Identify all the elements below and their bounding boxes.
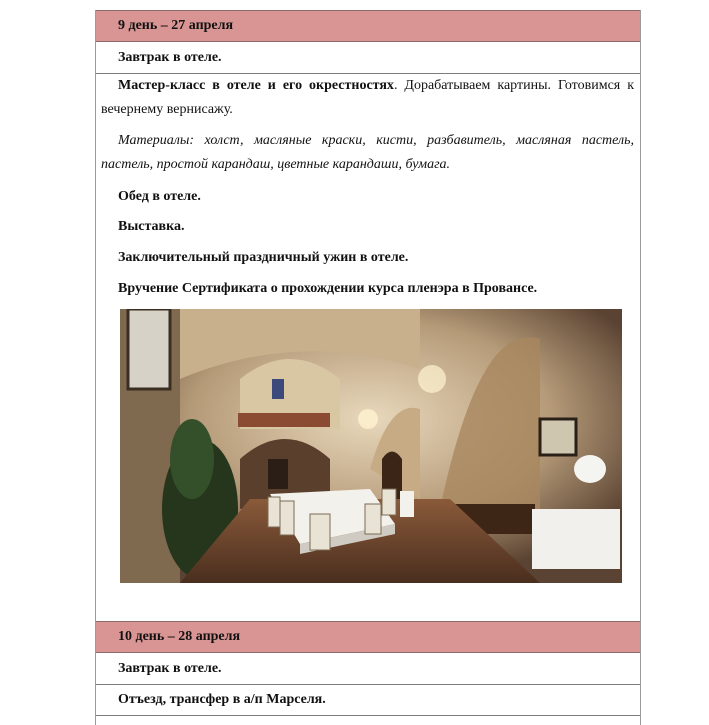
masterclass-bold-text: Мастер-класс в отеле и его окрестностях xyxy=(118,78,394,93)
day10-departure-row xyxy=(96,685,640,716)
day9-breakfast-row xyxy=(96,42,640,74)
day10-header-text: 10 день – 28 апреля xyxy=(118,629,241,644)
day9-dinner: Заключительный праздничный ужин в отеле. xyxy=(118,250,409,265)
day9-header xyxy=(96,10,640,42)
day9-breakfast-text: Завтрак в отеле. xyxy=(118,49,222,65)
materials-text: Материалы: холст, масляные краски, кисти, разбавитель, масляная пастель, пастель, простой карандаш, цветные карандаши, бумага. xyxy=(101,133,634,172)
day9-lunch: Обед в отеле. xyxy=(118,189,201,204)
itinerary-document xyxy=(95,10,641,725)
day10-breakfast-text: Завтрак в отеле. xyxy=(118,660,222,676)
day9-certificate: Вручение Сертификата о прохождении курса пленэра в Провансе. xyxy=(118,281,538,296)
day10-header xyxy=(96,621,640,653)
day9-materials-paragraph xyxy=(101,129,634,177)
day9-exhibition: Выставка. xyxy=(118,219,185,234)
day10-departure-text: Отъезд, трансфер в а/п Марселя. xyxy=(118,692,326,707)
day9-header-text: 9 день – 27 апреля xyxy=(118,18,234,33)
hotel-hall-photo xyxy=(120,309,622,583)
day10-breakfast-row xyxy=(96,653,640,685)
day9-masterclass-paragraph xyxy=(101,74,634,122)
masterclass-rest-text: . Дорабатываем картины. Готовимся к вечернему вернисажу. xyxy=(101,78,635,117)
